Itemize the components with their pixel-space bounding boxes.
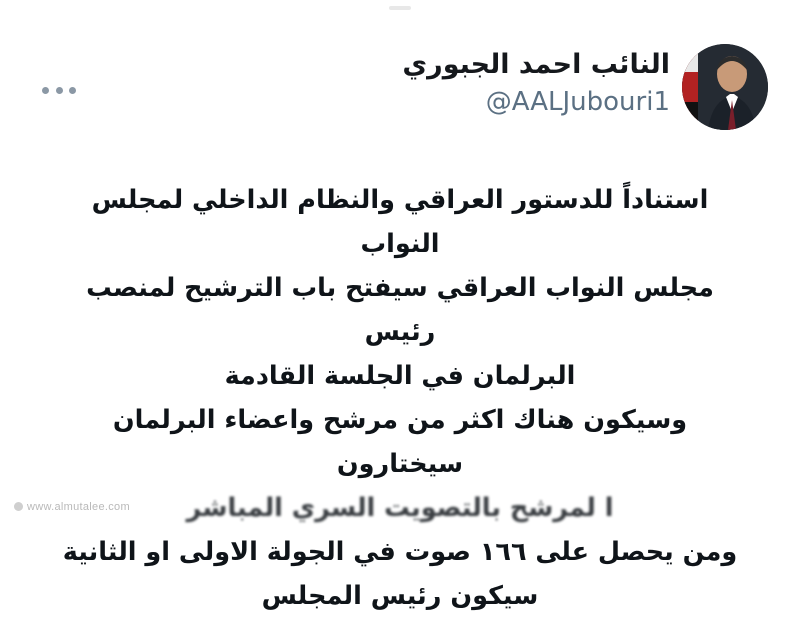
tweet-body (52, 178, 748, 618)
more-options-icon[interactable] (42, 86, 76, 94)
tweet-line: وسيكون هناك اكثر من مرشح واعضاء البرلمان سيختارون (112, 405, 688, 479)
watermark-text: www.almutalee.com (27, 501, 130, 513)
avatar-portrait-icon (682, 44, 768, 130)
tweet-line-blurred: ا لمرشح بالتصويت السري المباشر (186, 493, 614, 523)
tweet-line: ومن يحصل على ١٦٦ صوت في الجولة الاولى او الثانية (62, 537, 738, 567)
tweet-header (0, 34, 800, 144)
tweet-line: البرلمان في الجلسة القادمة (224, 361, 576, 391)
avatar[interactable] (682, 44, 768, 130)
author-display-name: النائب احمد الجبوري (402, 49, 670, 80)
tweet-line: سيكون رئيس المجلس (261, 581, 539, 611)
tweet-line: استناداً للدستور العراقي والنظام الداخلي لمجلس النواب (91, 185, 709, 259)
author-info (402, 48, 670, 119)
tweet-line: مجلس النواب العراقي سيفتح باب الترشيح لمنصب رئيس (86, 273, 714, 347)
watermark (14, 501, 130, 513)
author-handle: @AALJubouri1 (485, 87, 670, 117)
top-notch (0, 0, 800, 16)
watermark-logo-icon (14, 502, 23, 511)
